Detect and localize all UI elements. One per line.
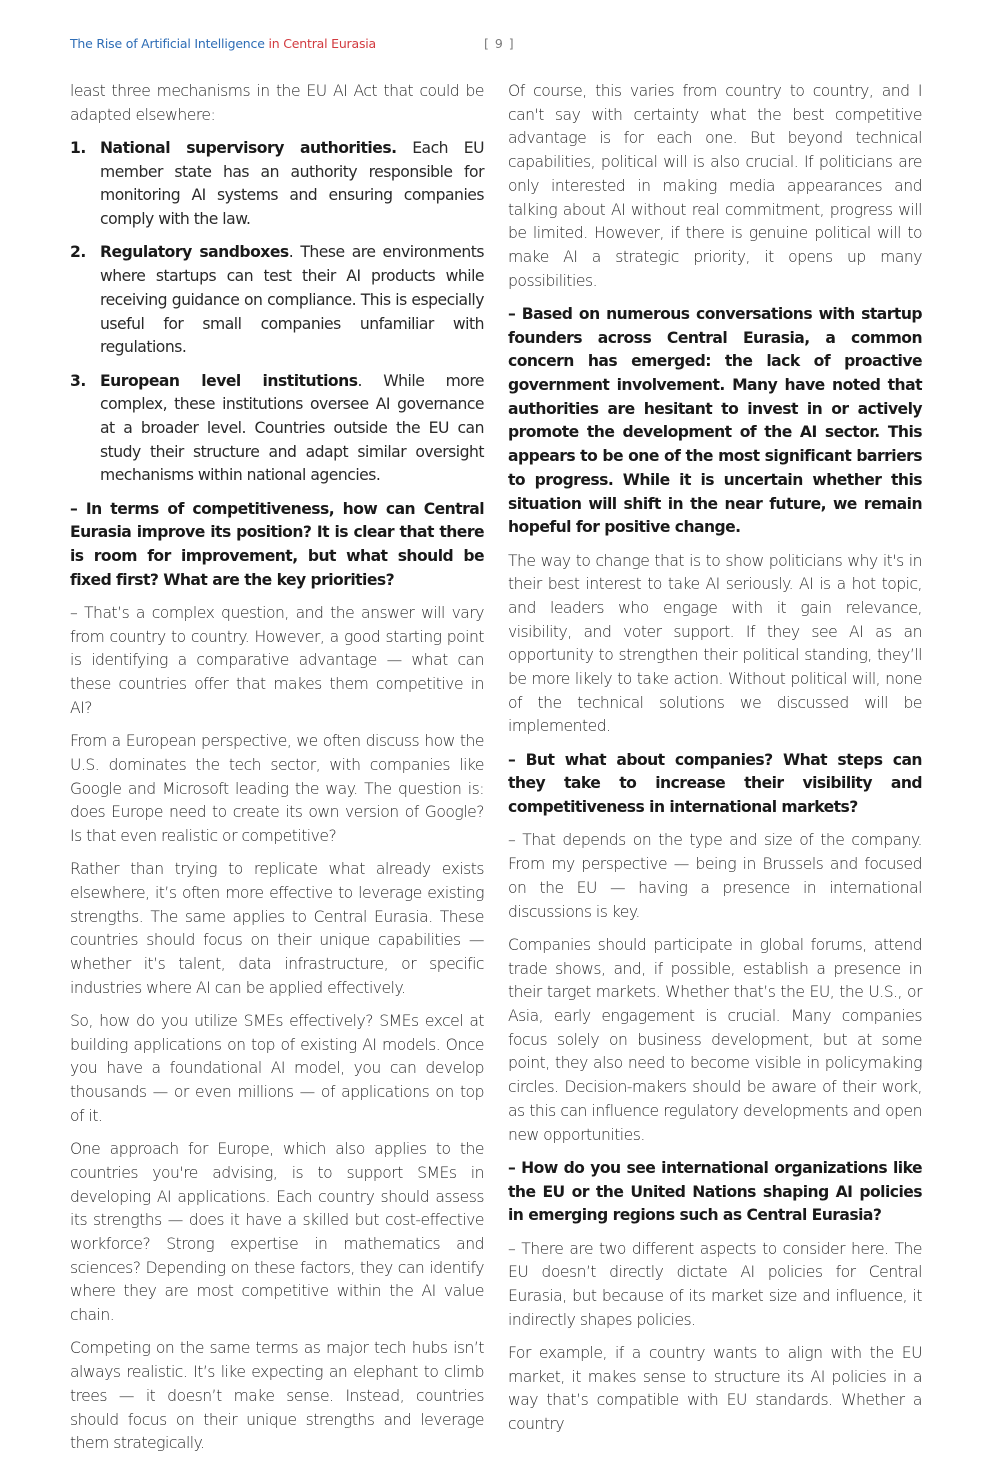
body-paragraph: So, how do you utilize SMEs effectively? SMEs excel at building applications on top of existing AI models. Once you have a foundational AI model, you can develop thousands — or even millions — of applications on top of it.	[70, 1012, 484, 1125]
list-term: Regulatory sandboxes	[100, 243, 289, 262]
body-paragraph: For example, if a country wants to align with the EU market, it makes sense to structure its AI policies in a way that’s compatible with EU standards. Whether a country	[508, 1343, 922, 1434]
interview-question: – But what about companies? What steps can they take to increase their visibility and competitiveness in international markets?	[508, 750, 922, 817]
body-paragraph: Companies should participate in global forums, attend trade shows, and, if possible, establish a presence in their target markets. Whether that’s the EU, the U.S., or Asia, early engagement is crucial. Many companies focus solely on business development, but at some point, they also need to become visible in policymaking circles. Decision-makers should be aware of their work, as this can influence regulatory developments and open new opportunities.	[508, 935, 922, 1144]
publication-region: in Central Eurasia	[268, 36, 377, 51]
intro-paragraph: least three mechanisms in the EU AI Act that could be adapted elsewhere:	[70, 82, 484, 124]
interview-question: – How do you see international organizations like the EU or the United Nations shaping AI policies in emerging regions such as Central Eurasia?	[508, 1158, 922, 1225]
body-paragraph: Competing on the same terms as major tech hubs isn’t always realistic. It’s like expecting an elephant to climb trees — it doesn’t make sense. Instead, countries should focus on their unique strengths and leverage them strategically.	[70, 1339, 484, 1453]
list-term: National supervisory authorities.	[100, 139, 397, 157]
page-number: [ 9 ]	[484, 36, 515, 51]
list-item	[70, 137, 484, 232]
body-paragraph: Of course, this varies from country to country, and I can't say with certainty what the best competitive advantage is for each one. But beyond technical capabilities, political will is also crucial. If politicians are only interested in making media appearances and talking about AI without real commitment, progress will be limited. However, if there is genuine political will to make AI a strategic priority, it opens up many possibilities.	[508, 82, 922, 290]
list-number: 3.	[70, 371, 86, 390]
list-text: Each EU member state has an authority responsible for monitoring AI systems and ensuring companies comply with the law.	[100, 139, 485, 229]
interview-question: – Based on numerous conversations with startup founders across Central Eurasia, a common concern has emerged: the lack of proactive government involvement. Many have noted that authorities are hesitant to invest in or actively promote the development of the AI sector. This appears to be one of the most significant barriers to progress. While it is uncertain whether this situation will shift in the near future, we remain hopeful for positive change.	[508, 304, 922, 537]
body-paragraph: The way to change that is to show politicians why it's in their best interest to take AI seriously. AI is a hot topic, and leaders who engage with it gain relevance, visibility, and voter support. If they see AI as an opportunity to strengthen their political standing, they’ll be more likely to take action. Without political will, none of the technical solutions we discussed will be implemented.	[508, 551, 922, 736]
list-term: European level institutions	[100, 371, 358, 390]
body-paragraph: – There are two different aspects to consider here. The EU doesn’t directly dictate AI policies for Central Eurasia, but because of its market size and influence, it indirectly shapes policies.	[508, 1239, 922, 1329]
body-paragraph: – That depends on the type and size of the company. From my perspective — being in Brussels and focused on the EU — having a presence in international discussions is key.	[508, 831, 922, 921]
list-number: 2.	[70, 243, 86, 262]
mechanisms-list	[70, 137, 484, 488]
list-text: . While more complex, these institutions oversee AI governance at a broader level. Countries outside the EU can study their structure and adapt similar oversight mechanisms within national agencies.	[100, 371, 484, 485]
running-header	[70, 36, 922, 54]
publication-title: The Rise of Artificial Intelligence	[70, 36, 265, 51]
interview-question: – In terms of competitiveness, how can Central Eurasia improve its position? It is clear that there is room for improvement, but what should be fixed first? What are the key priorities?	[70, 499, 484, 589]
body-paragraph: Rather than trying to replicate what already exists elsewhere, it’s often more effective to leverage existing strengths. The same applies to Central Eurasia. These countries should focus on their unique capabilities — whether it’s talent, data infrastructure, or specific industries where AI can be applied effectively.	[70, 860, 484, 997]
left-column	[70, 80, 484, 1466]
list-text: . These are environments where startups can test their AI products while receiving guidance on compliance. This is especially useful for small companies unfamiliar with regulations.	[100, 243, 484, 357]
body-paragraph: – That’s a complex question, and the answer will vary from country to country. However, a good starting point is identifying a comparative advantage — what can these countries offer that makes them competitive in AI?	[70, 604, 484, 717]
right-column	[508, 80, 922, 1446]
list-item	[70, 370, 484, 489]
list-number: 1.	[70, 139, 86, 157]
body-paragraph: One approach for Europe, which also applies to the countries you're advising, is to support SMEs in developing AI applications. Each country should assess its strengths — does it have a skilled but cost-effective workforce? Strong expertise in mathematics and sciences? Depending on these factors, they can identify where they are most competitive within the AI value chain.	[70, 1140, 484, 1325]
body-paragraph: From a European perspective, we often discuss how the U.S. dominates the tech sector, with companies like Google and Microsoft leading the way. The question is: does Europe need to create its own version of Google? Is that even realistic or competitive?	[70, 732, 484, 845]
list-item	[70, 241, 484, 360]
